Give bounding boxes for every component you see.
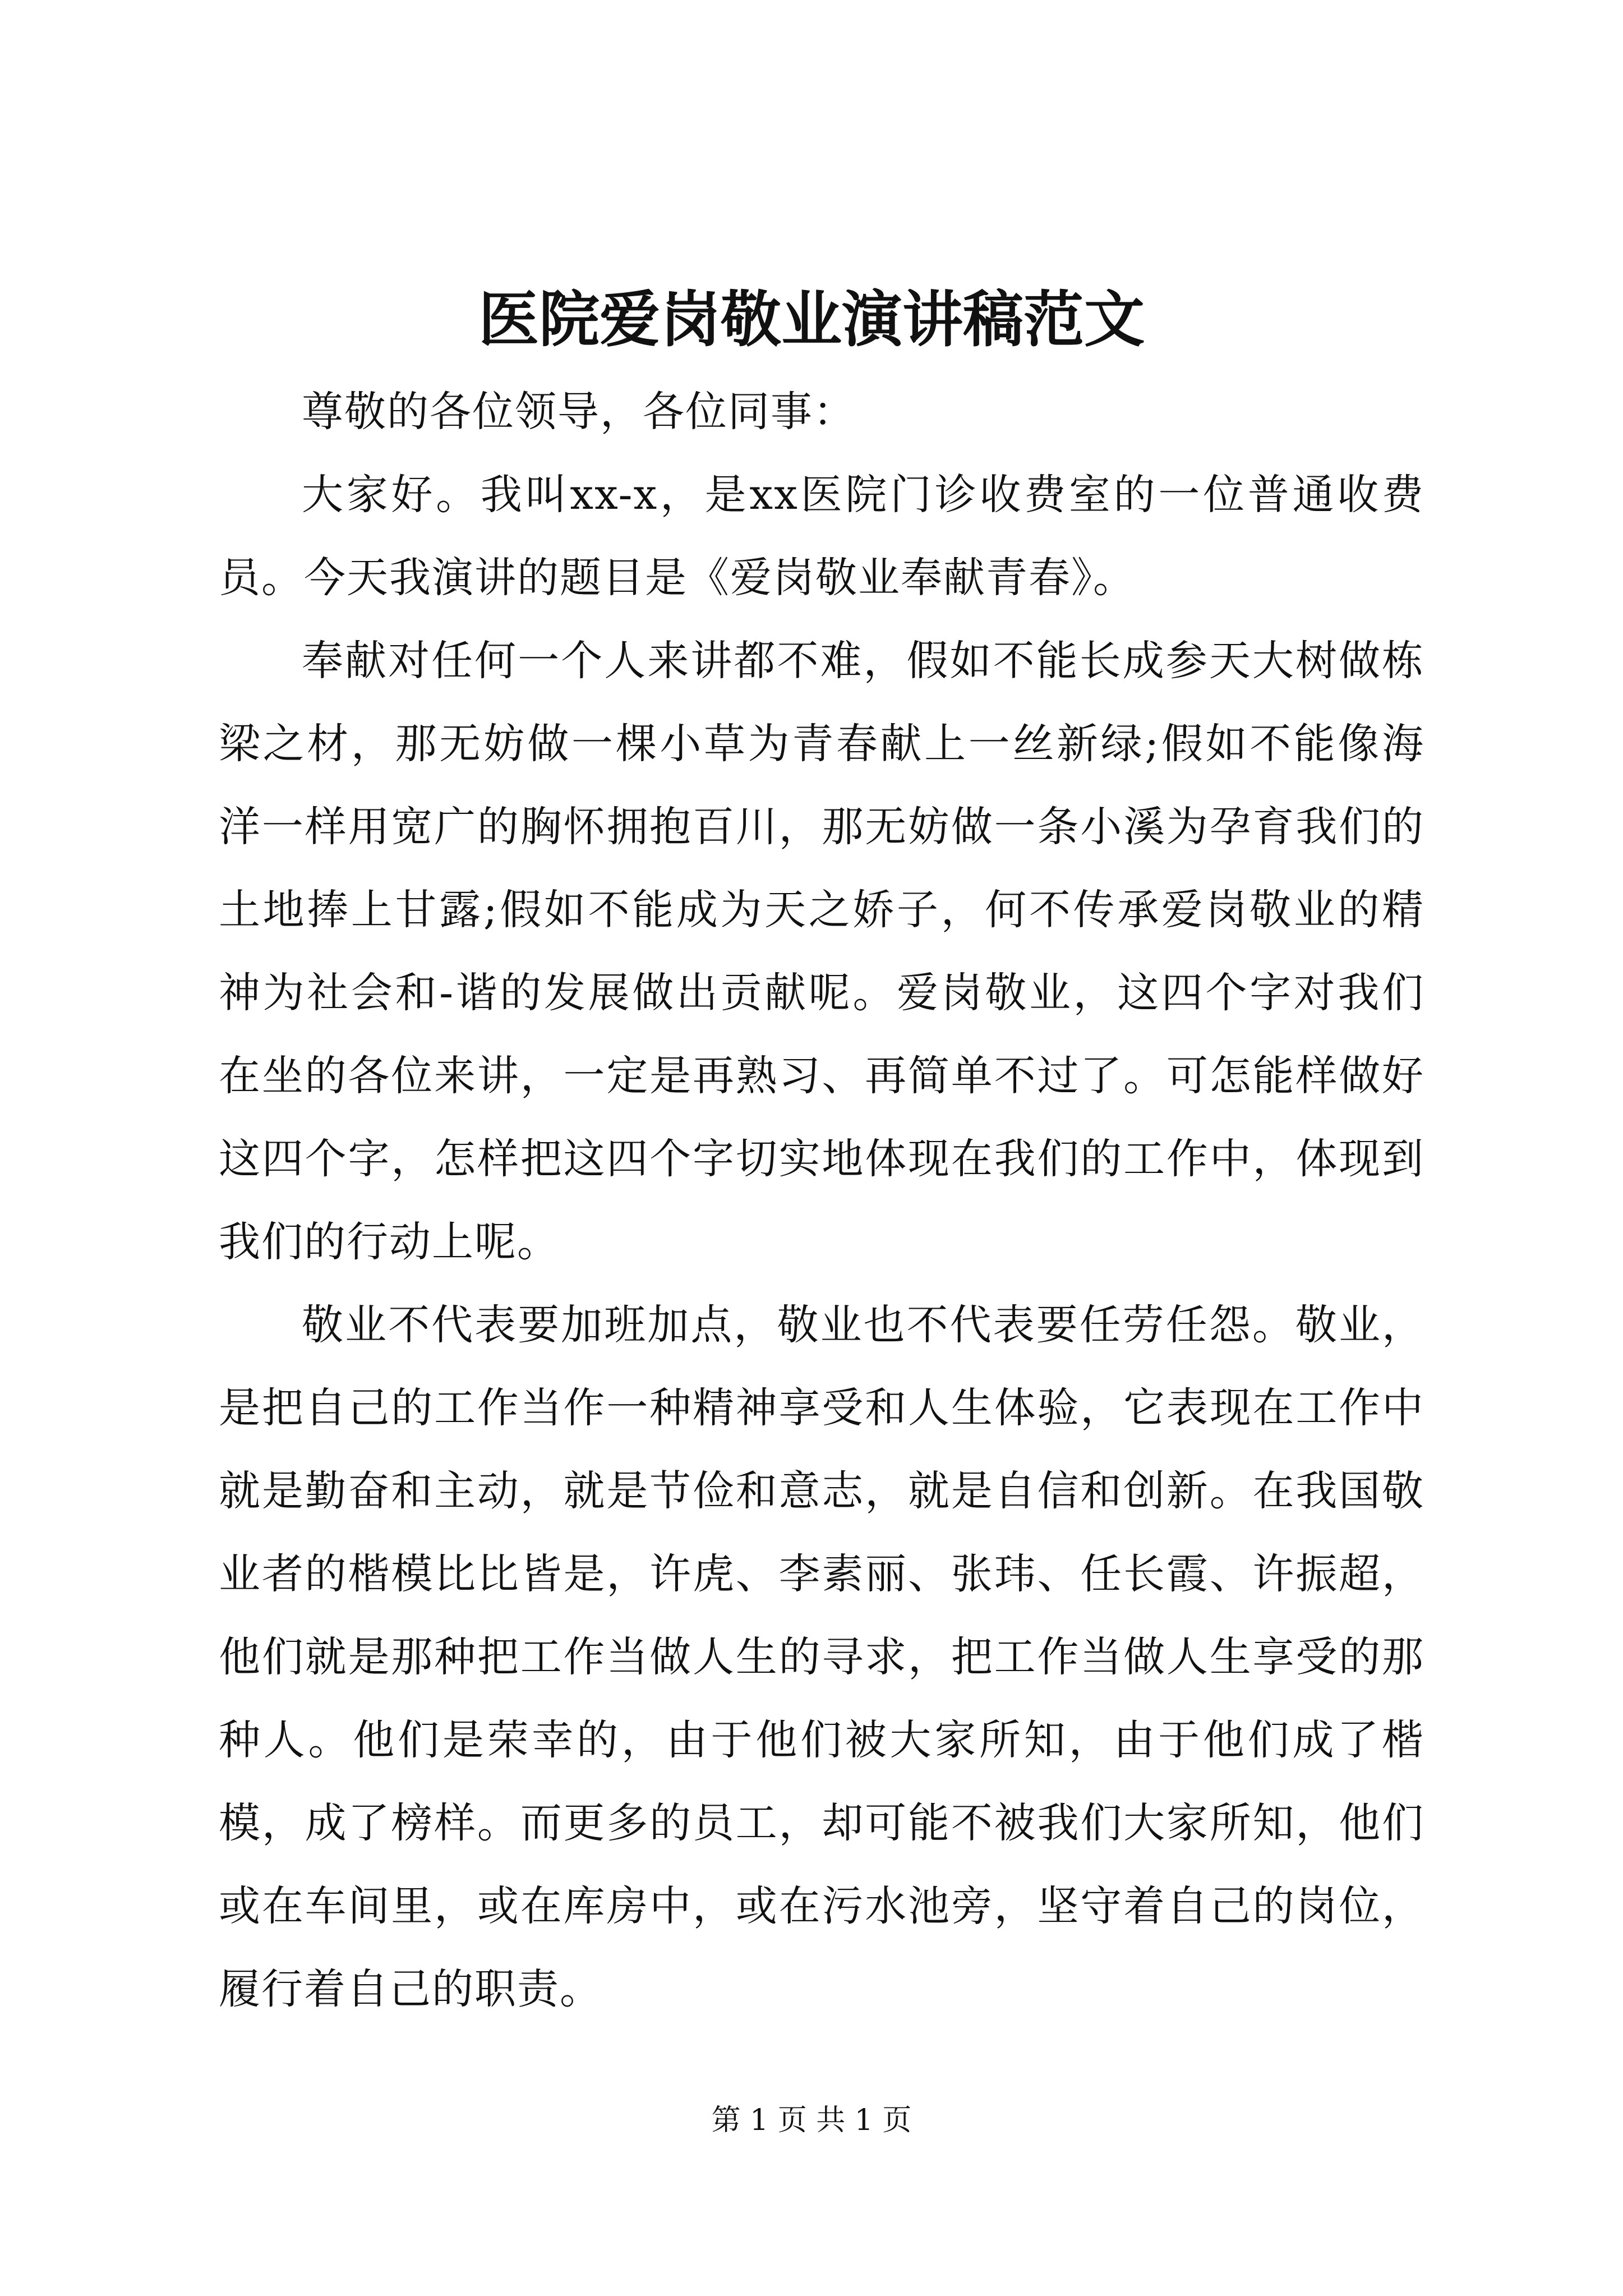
paragraph-introduction: 大家好。我叫xx-x，是xx医院门诊收费室的一位普通收费员。今天我演讲的题目是《爱岗敬业奉献青春》。 [219, 471, 1424, 602]
paragraph-salutation: 尊敬的各位领导，各位同事： [302, 388, 856, 436]
document-title: 医院爱岗敬业演讲稿范文 [478, 284, 1145, 355]
paragraph-dedication-meaning: 敬业不代表要加班加点，敬业也不代表要任劳任怨。敬业，是把自己的工作当作一种精神享受和人生体验，它表现在工作中就是勤奋和主动，就是节俭和意志，就是自信和创新。在我国敬业者的楷模比比皆是，许虎、李素丽、张玮、任长霞、许振超，他们就是那种把工作当做人生的寻求，把工作当做人生享受的那种人。他们是荣幸的，由于他们被大家所知，由于他们成了楷模，成了榜样。而更多的员工，却可能不被我们大家所知，他们或在车间里，或在库房中，或在污水池旁，坚守着自己的岗位，履行着自己的职责。 [219, 1301, 1424, 2013]
document-body [219, 370, 1424, 2031]
paragraph-dedication: 奉献对任何一个人来讲都不难，假如不能长成参天大树做栋梁之材，那无妨做一棵小草为青春献上一丝新绿;假如不能像海洋一样用宽广的胸怀拥抱百川，那无妨做一条小溪为孕育我们的土地捧上甘露;假如不能成为天之娇子，何不传承爱岗敬业的精神为社会和-谐的发展做出贡献呢。爱岗敬业，这四个字对我们在坐的各位来讲，一定是再熟习、再简单不过了。可怎能样做好这四个字，怎样把这四个字切实地体现在我们的工作中，体现到我们的行动上呢。 [219, 637, 1424, 1266]
page-number-footer: 第 1 页 共 1 页 [711, 2104, 912, 2137]
